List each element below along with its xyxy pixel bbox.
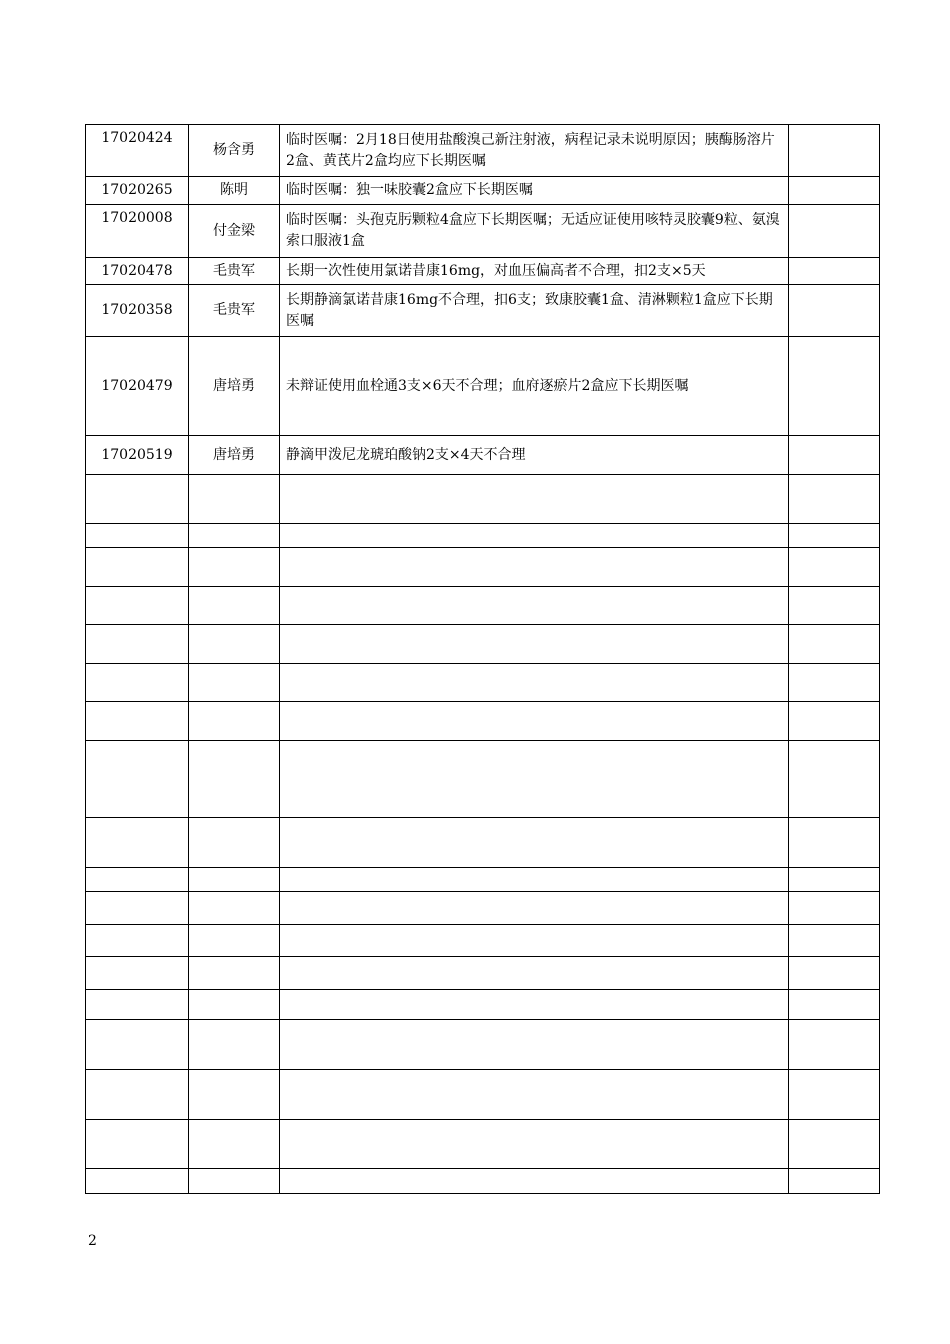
empty-row	[86, 524, 880, 548]
doctor-name: 毛贵军	[189, 258, 280, 285]
record-id: 17020424	[86, 125, 189, 177]
empty-cell	[86, 868, 189, 892]
empty-cell	[86, 990, 189, 1020]
empty-cell	[280, 1020, 789, 1070]
empty-cell	[789, 818, 880, 868]
empty-cell	[86, 925, 189, 957]
empty-row	[86, 818, 880, 868]
empty-cell	[789, 587, 880, 625]
empty-cell	[789, 1020, 880, 1070]
record-id: 17020478	[86, 258, 189, 285]
empty-row	[86, 548, 880, 587]
empty-cell	[789, 664, 880, 702]
empty-cell	[789, 1169, 880, 1194]
table-row	[86, 258, 880, 285]
record-id: 17020519	[86, 436, 189, 475]
empty-row	[86, 1020, 880, 1070]
table-row	[86, 436, 880, 475]
issue-description: 临时医嘱：2月18日使用盐酸溴己新注射液，病程记录未说明原因；胰酶肠溶片2盒、黄芪片2盒均应下长期医嘱	[280, 125, 789, 177]
empty-cell	[189, 1169, 280, 1194]
note-cell	[789, 436, 880, 475]
record-id: 17020479	[86, 337, 189, 436]
empty-cell	[280, 664, 789, 702]
issue-description: 静滴甲泼尼龙琥珀酸钠2支×4天不合理	[280, 436, 789, 475]
table-row	[86, 177, 880, 205]
empty-cell	[789, 625, 880, 664]
empty-cell	[789, 925, 880, 957]
empty-cell	[86, 818, 189, 868]
empty-cell	[280, 625, 789, 664]
empty-cell	[189, 664, 280, 702]
empty-cell	[86, 664, 189, 702]
empty-cell	[189, 818, 280, 868]
record-id: 17020265	[86, 177, 189, 205]
empty-cell	[789, 1120, 880, 1169]
empty-row	[86, 868, 880, 892]
table-row	[86, 125, 880, 177]
issue-description: 临时医嘱：独一味胶囊2盒应下长期医嘱	[280, 177, 789, 205]
records-table	[85, 124, 880, 1194]
doctor-name: 杨含勇	[189, 125, 280, 177]
issue-description: 临时医嘱：头孢克肟颗粒4盒应下长期医嘱；无适应证使用咳特灵胶囊9粒、氨溴索口服液1盒	[280, 205, 789, 258]
empty-cell	[86, 1120, 189, 1169]
empty-cell	[280, 1169, 789, 1194]
empty-cell	[280, 925, 789, 957]
empty-row	[86, 475, 880, 524]
empty-cell	[789, 868, 880, 892]
doctor-name: 唐培勇	[189, 337, 280, 436]
empty-cell	[189, 524, 280, 548]
empty-cell	[86, 475, 189, 524]
doctor-name: 付金梁	[189, 205, 280, 258]
empty-cell	[789, 892, 880, 925]
issue-description: 长期一次性使用氯诺昔康16mg，对血压偏高者不合理，扣2支×5天	[280, 258, 789, 285]
empty-cell	[280, 587, 789, 625]
issue-description: 长期静滴氯诺昔康16mg不合理，扣6支；致康胶囊1盒、清淋颗粒1盒应下长期医嘱	[280, 285, 789, 337]
note-cell	[789, 205, 880, 258]
empty-cell	[86, 625, 189, 664]
empty-row	[86, 925, 880, 957]
empty-cell	[280, 475, 789, 524]
empty-cell	[86, 957, 189, 990]
empty-cell	[789, 990, 880, 1020]
empty-cell	[789, 475, 880, 524]
empty-cell	[86, 702, 189, 741]
empty-cell	[189, 990, 280, 1020]
empty-cell	[280, 524, 789, 548]
empty-cell	[86, 1070, 189, 1120]
empty-cell	[280, 548, 789, 587]
empty-cell	[189, 1120, 280, 1169]
empty-row	[86, 741, 880, 818]
empty-row	[86, 892, 880, 925]
empty-cell	[789, 548, 880, 587]
empty-cell	[86, 548, 189, 587]
empty-cell	[189, 702, 280, 741]
empty-row	[86, 664, 880, 702]
note-cell	[789, 177, 880, 205]
empty-cell	[86, 524, 189, 548]
empty-cell	[280, 990, 789, 1020]
empty-cell	[280, 1070, 789, 1120]
empty-cell	[280, 702, 789, 741]
empty-cell	[789, 1070, 880, 1120]
empty-cell	[280, 1120, 789, 1169]
empty-row	[86, 702, 880, 741]
empty-cell	[189, 868, 280, 892]
record-id: 17020008	[86, 205, 189, 258]
table-row	[86, 205, 880, 258]
empty-cell	[789, 702, 880, 741]
empty-cell	[189, 625, 280, 664]
empty-row	[86, 1070, 880, 1120]
note-cell	[789, 337, 880, 436]
empty-cell	[280, 957, 789, 990]
issue-description: 未辩证使用血栓通3支×6天不合理；血府逐瘀片2盒应下长期医嘱	[280, 337, 789, 436]
note-cell	[789, 258, 880, 285]
empty-cell	[280, 741, 789, 818]
empty-cell	[86, 1169, 189, 1194]
note-cell	[789, 285, 880, 337]
empty-cell	[280, 868, 789, 892]
empty-cell	[86, 1020, 189, 1070]
note-cell	[789, 125, 880, 177]
empty-row	[86, 625, 880, 664]
empty-cell	[86, 587, 189, 625]
page-number: 2	[88, 1233, 97, 1249]
doctor-name: 唐培勇	[189, 436, 280, 475]
empty-cell	[189, 1070, 280, 1120]
empty-row	[86, 587, 880, 625]
empty-cell	[86, 892, 189, 925]
doctor-name: 陈明	[189, 177, 280, 205]
empty-row	[86, 990, 880, 1020]
empty-row	[86, 1169, 880, 1194]
empty-cell	[189, 892, 280, 925]
empty-cell	[189, 741, 280, 818]
empty-row	[86, 1120, 880, 1169]
table-row	[86, 337, 880, 436]
empty-cell	[189, 475, 280, 524]
record-id: 17020358	[86, 285, 189, 337]
doctor-name: 毛贵军	[189, 285, 280, 337]
empty-row	[86, 957, 880, 990]
table-row	[86, 285, 880, 337]
empty-cell	[789, 524, 880, 548]
empty-cell	[189, 957, 280, 990]
empty-cell	[189, 587, 280, 625]
empty-cell	[86, 741, 189, 818]
empty-cell	[789, 957, 880, 990]
empty-cell	[189, 925, 280, 957]
empty-cell	[789, 741, 880, 818]
empty-cell	[189, 1020, 280, 1070]
empty-cell	[280, 818, 789, 868]
empty-cell	[280, 892, 789, 925]
empty-cell	[189, 548, 280, 587]
